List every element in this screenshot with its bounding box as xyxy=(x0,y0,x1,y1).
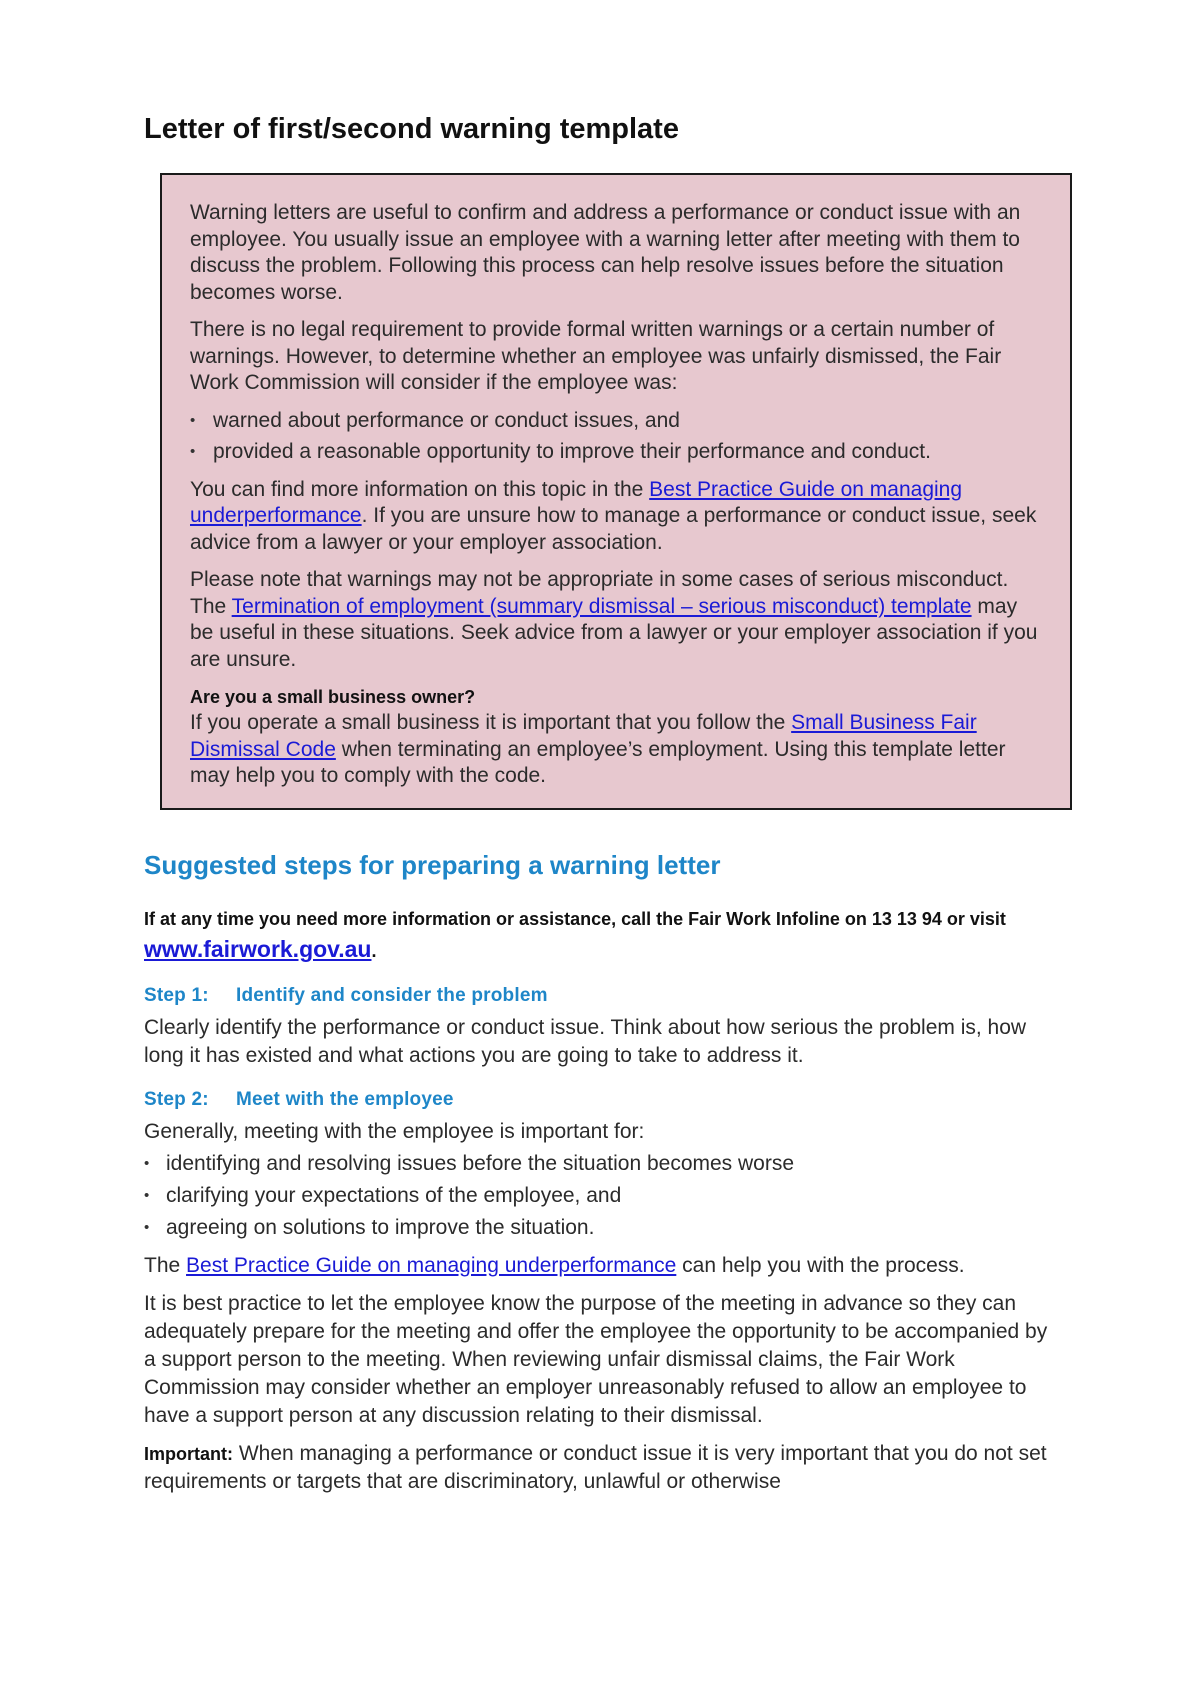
step-1-text: Clearly identify the performance or conduct issue. Think about how serious the problem is, how long it has existed and what actions you are going to take to address it. xyxy=(144,1016,1027,1067)
step-2-intro: Generally, meeting with the employee is important for: xyxy=(144,1120,645,1143)
fairwork-website-link[interactable]: www.fairwork.gov.au xyxy=(144,936,372,962)
guidance-notice-box xyxy=(160,173,1072,810)
steps-heading: Suggested steps for preparing a warning letter xyxy=(144,850,721,880)
notice-paragraph-4: Please note that warnings may not be appropriate in some cases of serious misconduct. The Termination of employment (summary dismissal – serious misconduct) template may be useful in these situations. Seek advice from a lawyer or your employer association if you are unsure. xyxy=(190,568,1038,671)
best-practice-guide-link-2[interactable]: Best Practice Guide on managing underperformance xyxy=(186,1254,677,1277)
step-2-practice-paragraph: It is best practice to let the employee know the purpose of the meeting in advance so they can adequately prepare for the meeting and offer the employee the opportunity to be accompanied by a support person to the meeting. When reviewing unfair dismissal claims, the Fair Work Commission may consider whether an employer unreasonably refused to allow an employee to have a support person at any discussion relating to their dismissal. xyxy=(144,1292,1048,1427)
infoline-notice: If at any time you need more information or assistance, call the Fair Work Infoline on 13 13 94 or visit www.fairwork.gov.au. xyxy=(144,909,1006,962)
page-header xyxy=(144,110,1064,148)
notice-paragraph-2: There is no legal requirement to provide formal written warnings or a certain number of warnings. However, to determine whether an employee was unfairly dismissed, the Fair Work Commission will consider if the employee was: xyxy=(190,318,1002,394)
step-2-title: Meet with the employee xyxy=(236,1089,454,1110)
notice-paragraph-5: If you operate a small business it is important that you follow the Small Business Fair Dismissal Code when terminating an employee’s employment. Using this template letter may help you to comply with the code. xyxy=(190,711,1006,787)
step-2-bullet-item: • clarifying your expectations of the employee, and xyxy=(144,1182,1064,1210)
small-business-code-link[interactable]: Small Business Fair Dismissal Code xyxy=(190,711,977,761)
step-1-number: Step 1: xyxy=(144,985,209,1006)
step-2-bullet-item: • identifying and resolving issues before the situation becomes worse xyxy=(144,1150,1064,1178)
notice-paragraph-3: You can find more information on this topic in the Best Practice Guide on managing underperformance. If you are unsure how to manage a performance or conduct issue, seek advice from a lawyer or your employer association. xyxy=(190,477,1037,554)
step-2-bullet-list xyxy=(144,1150,1064,1242)
important-label: Important: xyxy=(144,1444,233,1464)
step-2-bullet-item: • agreeing on solutions to improve the situation. xyxy=(144,1214,1064,1242)
step-2-number: Step 2: xyxy=(144,1089,209,1110)
notice-bullet-item: • warned about performance or conduct issues, and xyxy=(190,408,1042,435)
termination-template-link[interactable]: Termination of employment (summary dismissal – serious misconduct) template xyxy=(231,594,972,618)
step-1-heading xyxy=(144,982,1064,1010)
step-2-heading xyxy=(144,1086,1064,1114)
small-business-heading: Are you a small business owner? xyxy=(190,687,476,707)
notice-paragraph-1: Warning letters are useful to confirm and address a performance or conduct issue with an employee. You usually issue an employee with a warning letter after meeting with them to discuss the problem. Following this process can help resolve issues before the situation becomes worse. xyxy=(190,201,1021,304)
step-1-title: Identify and consider the problem xyxy=(236,985,548,1006)
steps-section xyxy=(144,848,1064,1506)
notice-bullet-list xyxy=(190,408,1042,466)
notice-bullet-item: • provided a reasonable opportunity to improve their performance and conduct. xyxy=(190,439,1042,466)
important-paragraph: Important: When managing a performance or conduct issue it is very important that you do not set requirements or targets that are discriminatory, unlawful or otherwise xyxy=(144,1442,1047,1493)
best-practice-guide-link[interactable]: Best Practice Guide on managing underperformance xyxy=(190,477,963,527)
step-2-guide-paragraph: The Best Practice Guide on managing underperformance can help you with the process. xyxy=(144,1254,965,1277)
page-title: Letter of first/second warning template xyxy=(144,113,679,145)
